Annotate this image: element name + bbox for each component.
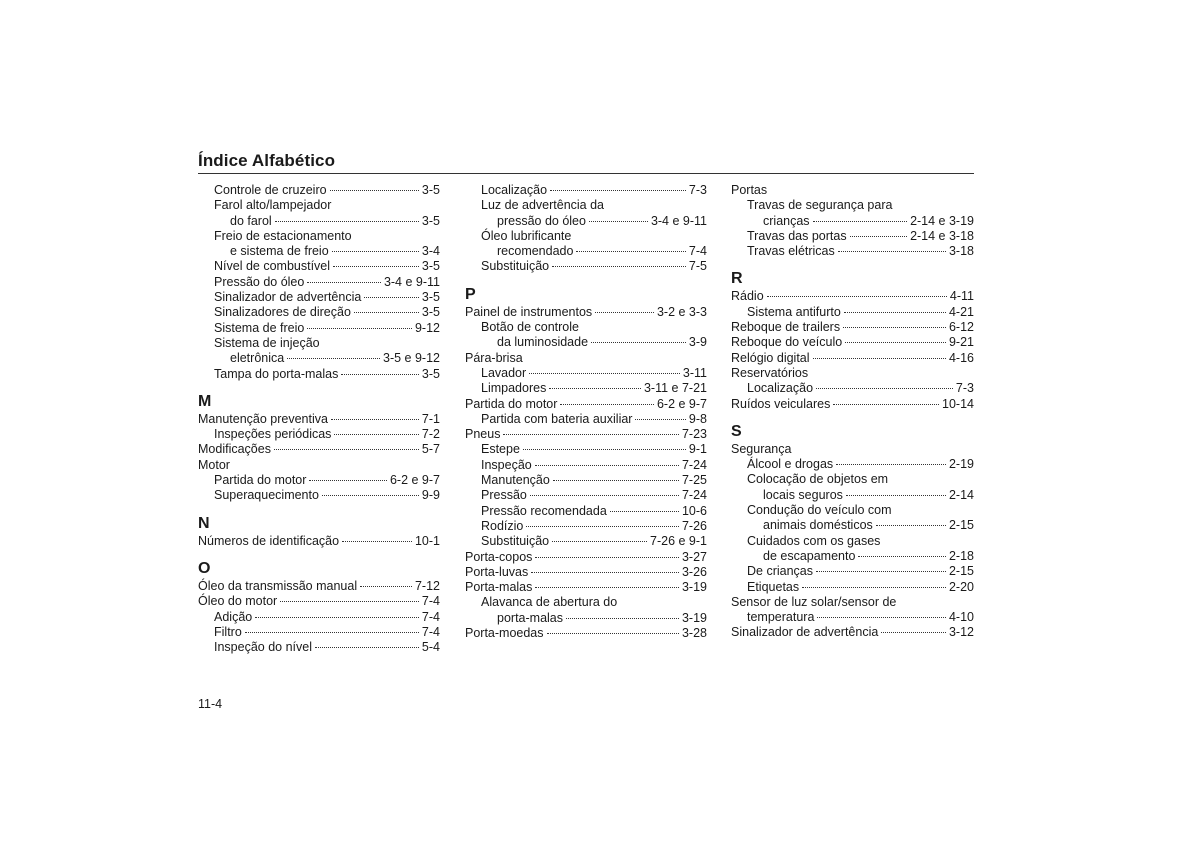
index-entry — [731, 351, 974, 366]
index-entry — [198, 321, 440, 336]
index-entry — [731, 625, 974, 640]
index-entry — [731, 549, 974, 564]
entry-term: Filtro — [214, 624, 242, 639]
index-heading — [731, 595, 974, 610]
index-heading — [198, 229, 440, 244]
entry-term: Partida com bateria auxiliar — [481, 411, 633, 426]
entry-page-ref: 9-8 — [688, 411, 707, 426]
index-entry — [465, 259, 707, 274]
entry-term: Inspeção do nível — [214, 640, 312, 655]
entry-term: Óleo lubrificante — [481, 228, 572, 243]
entry-page-ref: 4-10 — [948, 610, 974, 625]
entry-page-ref: 2-15 — [948, 564, 974, 579]
entry-page-ref: 3-5 e 9-12 — [383, 351, 440, 366]
index-entry — [731, 214, 974, 229]
index-entry — [198, 183, 440, 198]
index-entry — [198, 625, 440, 640]
entry-term: Porta-copos — [465, 549, 533, 564]
dot-leader — [535, 464, 679, 466]
entry-term: Partida do motor — [465, 396, 558, 411]
index-entry — [465, 550, 707, 565]
dot-leader — [816, 387, 953, 389]
index-entry — [465, 244, 707, 259]
dot-leader — [813, 220, 908, 222]
entry-page-ref: 7-5 — [688, 259, 707, 274]
entry-term: Reservatórios — [731, 365, 809, 380]
entry-page-ref: 9-12 — [414, 320, 440, 335]
entry-page-ref: 7-24 — [681, 457, 707, 472]
entry-term: Óleo do motor — [198, 594, 278, 609]
entry-page-ref: 2-14 e 3-19 — [910, 213, 974, 228]
entry-term: Limpadores — [481, 381, 547, 396]
index-heading — [198, 458, 440, 473]
entry-page-ref: 7-4 — [688, 244, 707, 259]
index-entry — [198, 412, 440, 427]
dot-leader — [332, 250, 419, 252]
index-entry — [198, 488, 440, 503]
entry-page-ref: 10-14 — [942, 396, 974, 411]
index-heading — [465, 320, 707, 335]
index-entry — [198, 594, 440, 609]
dot-leader — [591, 341, 686, 343]
entry-page-ref: 2-14 — [948, 487, 974, 502]
entry-term: Freio de estacionamento — [214, 228, 352, 243]
dot-leader — [280, 600, 419, 602]
index-entry — [198, 640, 440, 655]
index-entry — [465, 473, 707, 488]
dot-leader — [589, 220, 648, 222]
dot-leader — [307, 327, 412, 329]
index-entry — [731, 289, 974, 304]
index-heading — [465, 595, 707, 610]
entry-term: Farol alto/lampejador — [214, 198, 332, 213]
index-entry — [465, 458, 707, 473]
section-letter: O — [198, 559, 211, 577]
index-column-1 — [198, 183, 440, 655]
index-entry — [731, 610, 974, 625]
entry-page-ref: 3-19 — [681, 610, 707, 625]
index-entry — [731, 305, 974, 320]
entry-page-ref: 3-12 — [948, 625, 974, 640]
dot-leader — [274, 448, 419, 450]
entry-page-ref: 3-18 — [948, 244, 974, 259]
dot-leader — [342, 540, 412, 542]
index-entry — [465, 488, 707, 503]
entry-term: Sinalizadores de direção — [214, 305, 351, 320]
dot-leader — [341, 373, 419, 375]
entry-term: Rodízio — [481, 518, 524, 533]
dot-leader — [315, 646, 419, 648]
entry-page-ref: 6-2 e 9-7 — [656, 396, 707, 411]
page-title: Índice Alfabético — [198, 151, 336, 170]
entry-term: Travas elétricas — [747, 244, 835, 259]
entry-page-ref: 3-27 — [681, 549, 707, 564]
entry-page-ref: 10-1 — [414, 533, 440, 548]
index-entry — [465, 611, 707, 626]
entry-page-ref: 6-2 e 9-7 — [389, 473, 440, 488]
entry-term: Manutenção preventiva — [198, 411, 328, 426]
dot-leader — [802, 586, 946, 588]
index-heading — [731, 503, 974, 518]
entry-term: temperatura — [747, 610, 815, 625]
dot-leader — [876, 524, 946, 526]
dot-leader — [560, 403, 654, 405]
entry-term: Lavador — [481, 365, 527, 380]
dot-leader — [245, 631, 419, 633]
entry-page-ref: 7-23 — [681, 427, 707, 442]
dot-leader — [354, 311, 419, 313]
dot-leader — [529, 372, 680, 374]
entry-term: Luz de advertência da — [481, 198, 605, 213]
index-entry — [731, 244, 974, 259]
entry-page-ref: 7-12 — [414, 578, 440, 593]
entry-term: Portas — [731, 183, 768, 197]
entry-page-ref: 3-4 e 9-11 — [650, 213, 707, 228]
entry-page-ref: 9-21 — [948, 335, 974, 350]
index-column-3 — [731, 183, 974, 641]
entry-term: Travas de segurança para — [747, 198, 893, 213]
index-entry — [198, 244, 440, 259]
dot-leader — [535, 556, 679, 558]
dot-leader — [767, 295, 947, 297]
index-entry — [198, 214, 440, 229]
dot-leader — [322, 494, 419, 496]
entry-term: Álcool e drogas — [747, 457, 834, 472]
index-entry — [198, 259, 440, 274]
entry-term: Colocação de objetos em — [747, 472, 889, 487]
dot-leader — [836, 463, 946, 465]
dot-leader — [547, 632, 679, 634]
entry-term: Localização — [747, 381, 814, 396]
index-entry — [198, 442, 440, 457]
index-entry — [731, 457, 974, 472]
entry-term: Cuidados com os gases — [747, 533, 881, 548]
entry-page-ref: 7-3 — [688, 183, 707, 197]
entry-page-ref: 7-2 — [421, 427, 440, 442]
index-heading — [465, 198, 707, 213]
index-entry — [198, 427, 440, 442]
dot-leader — [287, 357, 380, 359]
entry-page-ref: 9-9 — [421, 488, 440, 503]
dot-leader — [360, 585, 412, 587]
entry-term: pressão do óleo — [497, 213, 586, 228]
entry-term: eletrônica — [230, 351, 285, 366]
entry-term: Sensor de luz solar/sensor de — [731, 594, 897, 609]
entry-page-ref: 3-26 — [681, 564, 707, 579]
dot-leader — [531, 571, 679, 573]
dot-leader — [526, 525, 679, 527]
entry-page-ref: 7-4 — [421, 609, 440, 624]
entry-term: Pressão — [481, 488, 527, 503]
entry-page-ref: 7-4 — [421, 594, 440, 609]
index-entry — [198, 305, 440, 320]
index-column-2 — [465, 183, 707, 641]
entry-term: Reboque de trailers — [731, 320, 841, 335]
entry-term: Localização — [481, 183, 548, 197]
entry-term: De crianças — [747, 564, 813, 579]
entry-term: Sistema de freio — [214, 320, 305, 335]
dot-leader — [309, 479, 387, 481]
entry-page-ref: 3-5 — [421, 259, 440, 274]
entry-term: Adição — [214, 609, 253, 624]
entry-term: Superaquecimento — [214, 488, 319, 503]
index-entry — [465, 504, 707, 519]
title-divider — [198, 173, 974, 174]
entry-term: Inspeções periódicas — [214, 427, 332, 442]
index-heading — [731, 183, 974, 198]
index-entry — [731, 335, 974, 350]
entry-page-ref: 3-19 — [681, 580, 707, 595]
dot-leader — [576, 250, 685, 252]
index-entry — [731, 229, 974, 244]
dot-leader — [845, 341, 946, 343]
entry-page-ref: 7-26 e 9-1 — [650, 534, 707, 549]
entry-page-ref: 2-14 e 3-18 — [910, 228, 974, 243]
dot-leader — [846, 494, 946, 496]
entry-page-ref: 2-18 — [948, 548, 974, 563]
dot-leader — [549, 387, 641, 389]
entry-term: Painel de instrumentos — [465, 304, 593, 319]
index-entry — [465, 626, 707, 641]
entry-term: Controle de cruzeiro — [214, 183, 327, 197]
entry-page-ref: 6-12 — [948, 320, 974, 335]
entry-term: Pneus — [465, 427, 501, 442]
index-entry — [465, 580, 707, 595]
dot-leader — [275, 220, 419, 222]
entry-term: Substituição — [481, 534, 550, 549]
index-entry — [731, 580, 974, 595]
dot-leader — [816, 570, 946, 572]
entry-term: Condução do veículo com — [747, 503, 892, 518]
entry-term: Números de identificação — [198, 533, 340, 548]
entry-term: e sistema de freio — [230, 244, 329, 259]
dot-leader — [552, 540, 647, 542]
dot-leader — [550, 189, 686, 191]
entry-term: Substituição — [481, 259, 550, 274]
index-heading — [731, 442, 974, 457]
dot-leader — [844, 311, 946, 313]
entry-page-ref: 5-7 — [421, 442, 440, 457]
entry-term: porta-malas — [497, 610, 563, 625]
index-entry — [198, 351, 440, 366]
dot-leader — [334, 433, 418, 435]
dot-leader — [595, 311, 654, 313]
index-heading — [731, 198, 974, 213]
entry-term: Motor — [198, 457, 230, 472]
index-heading — [465, 229, 707, 244]
index-entry — [198, 290, 440, 305]
section-letter: P — [465, 285, 476, 303]
dot-leader — [553, 479, 679, 481]
dot-leader — [364, 296, 419, 298]
entry-term: Porta-luvas — [465, 564, 529, 579]
entry-term: Óleo da transmissão manual — [198, 578, 358, 593]
entry-term: Modificações — [198, 442, 271, 457]
index-entry — [465, 534, 707, 549]
entry-term: Tampa do porta-malas — [214, 366, 339, 381]
index-entry — [465, 397, 707, 412]
dot-leader — [331, 418, 419, 420]
entry-page-ref: 5-4 — [421, 640, 440, 655]
index-entry — [198, 534, 440, 549]
index-entry — [465, 183, 707, 198]
index-entry — [731, 564, 974, 579]
entry-term: da luminosidade — [497, 335, 589, 350]
index-heading — [198, 336, 440, 351]
index-entry — [731, 381, 974, 396]
dot-leader — [635, 418, 685, 420]
entry-page-ref: 3-11 e 7-21 — [643, 381, 707, 396]
entry-page-ref: 3-4 e 9-11 — [383, 274, 440, 289]
entry-page-ref: 3-9 — [688, 335, 707, 350]
entry-page-ref: 2-19 — [948, 457, 974, 472]
entry-page-ref: 3-5 — [421, 290, 440, 305]
entry-page-ref: 9-1 — [688, 442, 707, 457]
index-entry — [198, 579, 440, 594]
entry-term: Etiquetas — [747, 579, 800, 594]
entry-page-ref: 2-20 — [948, 579, 974, 594]
index-heading — [198, 198, 440, 213]
entry-page-ref: 4-21 — [948, 304, 974, 319]
dot-leader — [503, 433, 679, 435]
dot-leader — [530, 494, 679, 496]
index-entry — [465, 412, 707, 427]
entry-term: Porta-malas — [465, 580, 533, 595]
entry-term: Porta-moedas — [465, 626, 544, 641]
entry-page-ref: 3-5 — [421, 183, 440, 197]
entry-term: Segurança — [731, 441, 792, 456]
entry-term: Sinalizador de advertência — [731, 625, 879, 640]
dot-leader — [330, 189, 419, 191]
index-heading — [731, 534, 974, 549]
entry-page-ref: 7-4 — [421, 624, 440, 639]
dot-leader — [610, 510, 679, 512]
index-entry — [198, 367, 440, 382]
entry-page-ref: 7-25 — [681, 473, 707, 488]
index-heading — [465, 351, 707, 366]
page-number: 11-4 — [198, 697, 223, 711]
dot-leader — [838, 250, 946, 252]
index-entry — [731, 320, 974, 335]
dot-leader — [566, 617, 679, 619]
dot-leader — [817, 616, 946, 618]
index-entry — [465, 442, 707, 457]
entry-term: do farol — [230, 213, 272, 228]
entry-term: Sistema de injeção — [214, 335, 320, 350]
entry-term: locais seguros — [763, 487, 843, 502]
dot-leader — [255, 616, 419, 618]
section-letter: N — [198, 514, 210, 532]
index-entry — [198, 473, 440, 488]
index-entry — [465, 427, 707, 442]
entry-term: animais domésticos — [763, 518, 873, 533]
index-entry — [465, 214, 707, 229]
dot-leader — [833, 403, 939, 405]
entry-term: Nível de combustível — [214, 259, 331, 274]
entry-page-ref: 7-24 — [681, 488, 707, 503]
dot-leader — [523, 448, 686, 450]
entry-term: de escapamento — [763, 548, 856, 563]
entry-term: Relógio digital — [731, 350, 810, 365]
dot-leader — [843, 326, 946, 328]
entry-term: Rádio — [731, 289, 764, 304]
section-letter: R — [731, 270, 743, 288]
entry-term: recomendado — [497, 244, 574, 259]
index-entry — [198, 610, 440, 625]
entry-page-ref: 7-26 — [681, 518, 707, 533]
entry-page-ref: 3-4 — [421, 244, 440, 259]
dot-leader — [333, 265, 419, 267]
index-entry — [465, 381, 707, 396]
index-heading — [731, 472, 974, 487]
entry-term: Ruídos veiculares — [731, 396, 831, 411]
dot-leader — [850, 235, 907, 237]
index-heading — [731, 366, 974, 381]
entry-term: crianças — [763, 213, 810, 228]
index-entry — [731, 397, 974, 412]
entry-term: Reboque do veículo — [731, 335, 843, 350]
entry-term: Pressão recomendada — [481, 503, 607, 518]
index-entry — [465, 366, 707, 381]
entry-term: Partida do motor — [214, 473, 307, 488]
entry-term: Sistema antifurto — [747, 304, 841, 319]
index-entry — [465, 519, 707, 534]
index-entry — [731, 488, 974, 503]
entry-page-ref: 2-15 — [948, 518, 974, 533]
entry-term: Travas das portas — [747, 228, 847, 243]
entry-term: Sinalizador de advertência — [214, 290, 362, 305]
entry-term: Pára-brisa — [465, 350, 523, 365]
entry-page-ref: 3-2 e 3-3 — [656, 304, 707, 319]
entry-page-ref: 7-1 — [421, 411, 440, 426]
dot-leader — [881, 631, 946, 633]
index-entry — [731, 518, 974, 533]
entry-term: Pressão do óleo — [214, 274, 305, 289]
entry-term: Alavanca de abertura do — [481, 595, 618, 610]
entry-page-ref: 3-11 — [682, 365, 707, 380]
entry-term: Inspeção — [481, 457, 532, 472]
entry-page-ref: 4-11 — [949, 289, 974, 304]
index-entry — [465, 305, 707, 320]
index-entry — [465, 335, 707, 350]
entry-page-ref: 3-28 — [681, 626, 707, 641]
index-entry — [465, 565, 707, 580]
dot-leader — [307, 281, 381, 283]
entry-term: Botão de controle — [481, 320, 579, 335]
dot-leader — [813, 357, 946, 359]
section-letter: M — [198, 392, 212, 410]
entry-term: Estepe — [481, 442, 520, 457]
entry-page-ref: 7-3 — [955, 381, 974, 396]
entry-page-ref: 3-5 — [421, 213, 440, 228]
entry-page-ref: 10-6 — [681, 503, 707, 518]
entry-page-ref: 3-5 — [421, 305, 440, 320]
entry-term: Manutenção — [481, 473, 550, 488]
section-letter: S — [731, 422, 742, 440]
dot-leader — [552, 265, 686, 267]
dot-leader — [858, 555, 946, 557]
dot-leader — [535, 586, 679, 588]
entry-page-ref: 3-5 — [421, 366, 440, 381]
index-entry — [198, 275, 440, 290]
entry-page-ref: 4-16 — [948, 350, 974, 365]
